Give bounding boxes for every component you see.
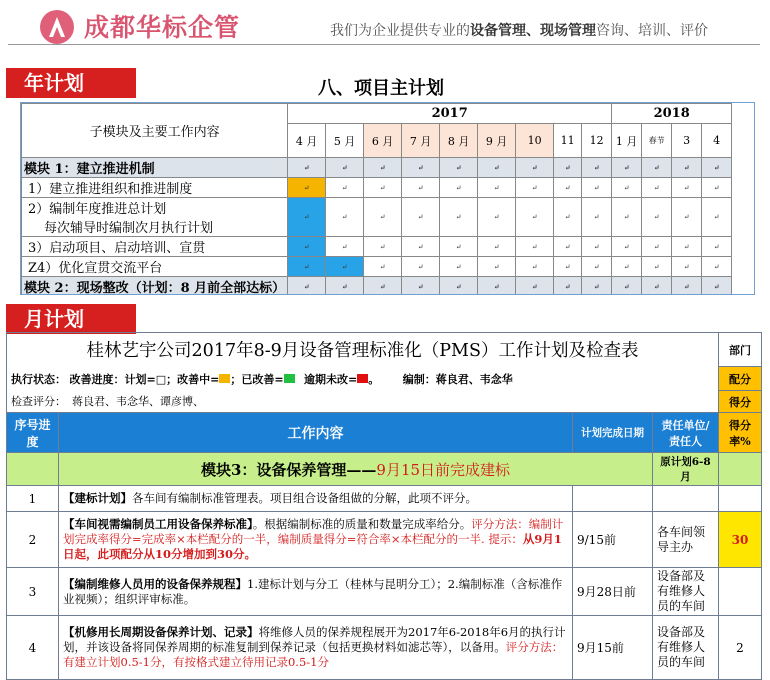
plan-row-label: 模块 1：建立推进机制	[22, 158, 288, 178]
plan-cell: ↵	[364, 178, 402, 198]
year-2017: 2017	[288, 104, 612, 124]
plan-cell: ↵	[288, 198, 326, 237]
row-seq: 3	[7, 568, 59, 616]
row-seq: 1	[7, 486, 59, 512]
plan-cell: ↵	[672, 178, 702, 198]
plan-cell: ↵	[516, 158, 554, 178]
col-seq: 序号进度	[7, 413, 59, 453]
plan-row	[22, 158, 732, 178]
plan-row	[22, 257, 732, 277]
plan-cell: ↵	[440, 277, 478, 296]
plan-cell: ↵	[478, 237, 516, 257]
month-header: 12	[582, 124, 612, 158]
plan-row	[22, 237, 732, 257]
plan-cell: ↵	[582, 198, 612, 237]
plan-cell: ↵	[402, 158, 440, 178]
plan-cell: ↵	[326, 198, 364, 237]
row-date: 9月15前	[573, 616, 653, 680]
plan-cell: ↵	[702, 237, 732, 257]
month-header: 4 月	[288, 124, 326, 158]
plan-cell: ↵	[326, 158, 364, 178]
row-owner: 各车间领导主办	[653, 512, 719, 568]
plan-cell: ↵	[364, 198, 402, 237]
header-divider	[8, 44, 760, 45]
row-owner	[653, 486, 719, 512]
plan-cell: ↵	[612, 237, 642, 257]
plan-cell: ↵	[516, 178, 554, 198]
row-seq: 2	[7, 512, 59, 568]
row-score	[719, 568, 762, 616]
done-swatch	[284, 374, 295, 383]
month-plan-sheet	[6, 332, 763, 680]
plan-cell: ↵	[642, 277, 672, 296]
module-rate-cell	[719, 453, 762, 486]
overdue-swatch	[357, 374, 368, 383]
plan-cell: ↵	[554, 277, 582, 296]
plan-cell: ↵	[516, 237, 554, 257]
plan-cell: ↵	[554, 178, 582, 198]
plan-cell: ↵	[702, 257, 732, 277]
plan-cell: ↵	[478, 198, 516, 237]
module-title: 模块3：设备保养管理——9月15日前完成建标	[59, 453, 653, 486]
plan-cell: ↵	[672, 257, 702, 277]
row-date: 9/15前	[573, 512, 653, 568]
plan-cell: ↵	[364, 257, 402, 277]
row-content: 【车间视需编制员工用设备保养标准】。根据编制标准的质量和数量完成率给分。评分方法：编制计划完成率得分=完成率×本栏配分的一半，编制质量得分=符合率×本栏配分的一半. 提示：从9月1日起，此项配分从10分增加到30分。	[59, 512, 573, 568]
plan-cell: ↵	[642, 198, 672, 237]
plan-cell: ↵	[702, 277, 732, 296]
row-owner: 设备部及有维修人员的车间	[653, 568, 719, 616]
year-2018: 2018	[612, 104, 732, 124]
plan-cell: ↵	[288, 178, 326, 198]
in-progress-swatch	[219, 374, 230, 383]
month-header: 春节	[642, 124, 672, 158]
plan-cell: ↵	[702, 178, 732, 198]
module-plan: 原计划6-8月	[653, 453, 719, 486]
plan-cell: ↵	[612, 277, 642, 296]
logo-icon	[40, 10, 74, 44]
col-owner: 责任单位/责任人	[653, 413, 719, 453]
plan-cell: ↵	[582, 158, 612, 178]
plan-cell: ↵	[554, 158, 582, 178]
brand-name: 成都华标企管	[84, 13, 241, 42]
plan-cell: ↵	[478, 158, 516, 178]
plan-cell: ↵	[478, 277, 516, 296]
tagline: 我们为企业提供专业的设备管理、现场管理咨询、培训、评价	[330, 23, 708, 39]
plan-cell: ↵	[612, 198, 642, 237]
plan-cell: ↵	[554, 237, 582, 257]
col-header-modules: 子模块及主要工作内容	[22, 104, 288, 158]
plan-cell: ↵	[478, 178, 516, 198]
month-header: 10	[516, 124, 554, 158]
row-content: 【建标计划】各车间有编制标准管理表。项目组合设备组做的分解，此项不评分。	[59, 486, 573, 512]
status-line: 执行状态： 改善进度：计划=□；改善中= ；已改善= 逾期未改= 。 编制：蒋良君、韦念华	[7, 367, 719, 391]
plan-cell: ↵	[582, 178, 612, 198]
plan-row	[22, 277, 732, 296]
dept-label: 部门	[719, 333, 762, 367]
plan-cell: ↵	[402, 237, 440, 257]
row-score: 30	[719, 512, 762, 568]
plan-cell: ↵	[554, 257, 582, 277]
year-plan-table	[21, 103, 732, 295]
month-header: 7 月	[402, 124, 440, 158]
plan-cell: ↵	[516, 198, 554, 237]
plan-cell: ↵	[326, 237, 364, 257]
plan-row-label: Z4）优化宣贯交流平台	[22, 257, 288, 277]
module-seq-cell	[7, 453, 59, 486]
row-score: 2	[719, 616, 762, 680]
plan-cell: ↵	[364, 237, 402, 257]
plan-cell: ↵	[642, 257, 672, 277]
plan-cell: ↵	[554, 198, 582, 237]
plan-cell: ↵	[288, 158, 326, 178]
row-content: 【机修用长周期设备保养计划、记录】将维修人员的保养规程展开为2017年6-2018年6月的执行计划，并该设备将同保养周期的标准复制到保养记录（包括更换材料如滤芯等），以备用。评分方法：有建立计划0.5-1分，有按格式建立待用记录0.5-1分	[59, 616, 573, 680]
plan-cell: ↵	[402, 257, 440, 277]
plan-cell: ↵	[326, 277, 364, 296]
table-row	[7, 568, 762, 616]
month-header: 5 月	[326, 124, 364, 158]
plan-cell: ↵	[672, 237, 702, 257]
month-header: 11	[554, 124, 582, 158]
plan-cell: ↵	[516, 257, 554, 277]
plan-cell: ↵	[402, 178, 440, 198]
plan-cell: ↵	[612, 257, 642, 277]
plan-row	[22, 198, 732, 237]
plan-cell: ↵	[440, 257, 478, 277]
col-content: 工作内容	[59, 413, 573, 453]
plan-cell: ↵	[612, 178, 642, 198]
plan-cell: ↵	[612, 158, 642, 178]
col-date: 计划完成日期	[573, 413, 653, 453]
plan-cell: ↵	[672, 158, 702, 178]
row-owner: 设备部及有维修人员的车间	[653, 616, 719, 680]
check-line: 检查评分： 蒋良君、韦念华、谭彦博、	[7, 391, 719, 413]
month-header: 9 月	[478, 124, 516, 158]
plan-cell: ↵	[440, 237, 478, 257]
plan-cell: ↵	[642, 178, 672, 198]
month-header: 1 月	[612, 124, 642, 158]
row-date: 9月28日前	[573, 568, 653, 616]
plan-cell: ↵	[326, 178, 364, 198]
month-header: 6 月	[364, 124, 402, 158]
plan-cell: ↵	[478, 257, 516, 277]
plan-cell: ↵	[582, 277, 612, 296]
row-score	[719, 486, 762, 512]
month-plan-label: 月计划	[6, 304, 136, 334]
plan-cell: ↵	[288, 257, 326, 277]
table-row	[7, 616, 762, 680]
month-plan-table	[6, 332, 762, 680]
plan-row	[22, 178, 732, 198]
plan-cell: ↵	[402, 198, 440, 237]
plan-row-label: 1）建立推进组织和推进制度	[22, 178, 288, 198]
plan-cell: ↵	[364, 277, 402, 296]
row-seq: 4	[7, 616, 59, 680]
score-alloc-label: 配分	[719, 367, 762, 391]
plan-cell: ↵	[642, 158, 672, 178]
plan-cell: ↵	[440, 158, 478, 178]
plan-cell: ↵	[642, 237, 672, 257]
plan-cell: ↵	[702, 158, 732, 178]
plan-cell: ↵	[582, 237, 612, 257]
month-header: 8 月	[440, 124, 478, 158]
plan-cell: ↵	[702, 198, 732, 237]
plan-row-label: 2）编制年度推进总计划 每次辅导时编制次月执行计划	[22, 198, 288, 237]
plan-row-label: 3）启动项目、启动培训、宣贯	[22, 237, 288, 257]
plan-cell: ↵	[672, 277, 702, 296]
plan-cell: ↵	[364, 158, 402, 178]
plan-cell: ↵	[402, 277, 440, 296]
plan-cell: ↵	[440, 178, 478, 198]
plan-cell: ↵	[288, 277, 326, 296]
month-plan-title: 桂林艺宇公司2017年8-9月设备管理标准化（PMS）工作计划及检查表	[7, 333, 719, 367]
plan-cell: ↵	[440, 198, 478, 237]
table-row	[7, 512, 762, 568]
plan-row-label: 模块 2：现场整改（计划：8 月前全部达标）	[22, 277, 288, 296]
plan-cell: ↵	[582, 257, 612, 277]
plan-cell: ↵	[288, 237, 326, 257]
year-plan-label: 年计划	[6, 68, 136, 98]
row-content: 【编制维修人员用的设备保养规程】1.建标计划与分工（桂林与昆明分工）；2.编制标准（含标准作业视频）；组织评审标准。	[59, 568, 573, 616]
year-plan-table-frame	[20, 102, 755, 295]
month-header: 4	[702, 124, 732, 158]
month-header: 3	[672, 124, 702, 158]
plan-cell: ↵	[516, 277, 554, 296]
plan-cell: ↵	[326, 257, 364, 277]
col-rate: 得分率%	[719, 413, 762, 453]
score-label: 得分	[719, 391, 762, 413]
plan-cell: ↵	[672, 198, 702, 237]
table-row	[7, 486, 762, 512]
year-plan-title: 八、项目主计划	[318, 78, 444, 99]
row-date	[573, 486, 653, 512]
